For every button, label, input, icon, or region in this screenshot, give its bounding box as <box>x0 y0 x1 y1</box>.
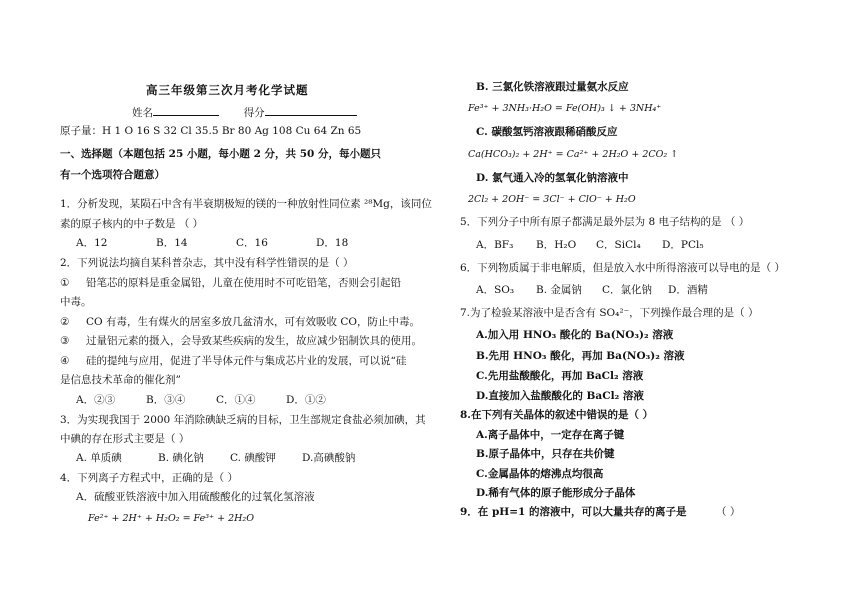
q3-line2: 中碘的存在形式主要是（ ） <box>60 433 190 445</box>
q8-stem: 8.在下列有关晶体的叙述中错误的是（ ） <box>460 409 654 421</box>
q6-option-c[interactable]: C．氯化钠 <box>602 284 653 296</box>
q2-option-c[interactable]: C．①④ <box>216 394 256 406</box>
q1-option-d[interactable]: D．18 <box>316 237 349 249</box>
q7-option-d[interactable]: D.直接加入盐酸酸化的 BaCl₂ 溶液 <box>476 390 644 402</box>
q8-option-b[interactable]: B.原子晶体中，只存在共价键 <box>476 448 615 460</box>
atomic-mass-line: 原子量：H 1 O 16 S 32 Cl 35.5 Br 80 Ag 108 Cu 64 Zn 65 <box>60 125 362 137</box>
q1-option-b[interactable]: B．14 <box>156 237 188 249</box>
q5-option-b[interactable]: B．H₂O <box>536 239 577 251</box>
score-label: 得分 <box>243 107 265 119</box>
q2-item-1-line2: 中毒。 <box>60 296 92 308</box>
q6-option-d[interactable]: D．酒精 <box>668 284 708 296</box>
right-column <box>430 0 860 607</box>
score-field[interactable] <box>265 104 357 116</box>
q4-option-a-equation: Fe²⁺ + 2H⁺ + H₂O₂ = Fe³⁺ + 2H₂O <box>88 513 254 524</box>
q8-option-a[interactable]: A.离子晶体中，一定存在离子键 <box>476 429 625 441</box>
q5-option-c[interactable]: C．SiCl₄ <box>596 239 641 251</box>
section-heading-line1: 一、选择题（本题包括 25 小题，每小题 2 分，共 50 分，每小题只 <box>60 148 381 160</box>
q1-line1: 1．分析发现，某陨石中含有半衰期极短的镁的一种放射性同位素 ²⁸Mg，该同位 <box>60 198 432 210</box>
q2-option-a[interactable]: A．②③ <box>76 394 116 406</box>
q3-line1: 3．为实现我国于 2000 年消除碘缺乏病的目标，卫生部规定食盐必须加碘，其 <box>60 414 426 426</box>
q2-item-1-line1: ① 铅笔芯的原料是重金属铅，儿童在使用时不可吃铅笔，否则会引起铅 <box>60 277 401 289</box>
q7-stem: 7.为了检验某溶液中是否含有 SO₄²⁻，下列操作最合理的是（ ） <box>460 307 759 319</box>
q3-option-c[interactable]: C. 碘酸钾 <box>230 452 276 464</box>
q7-option-b[interactable]: B.先用 HNO₃ 酸化，再加 Ba(NO₃)₂ 溶液 <box>476 350 685 362</box>
q5-option-d[interactable]: D．PCl₅ <box>662 239 704 251</box>
q2-stem: 2．下列说法均摘自某科普杂志，其中没有科学性错误的是（ ） <box>60 257 354 269</box>
name-field[interactable] <box>153 104 219 116</box>
q2-item-4-line2: 是信息技术革命的催化剂” <box>60 374 181 386</box>
q6-options <box>476 283 722 297</box>
q1-options <box>76 236 362 250</box>
q3-option-b[interactable]: B. 碘化钠 <box>158 452 204 464</box>
section-heading-line2: 有一个选项符合题意） <box>60 169 165 181</box>
q2-item-3: ③ 过量铝元素的摄入，会导致某些疾病的发生，故应减少铝制饮具的使用。 <box>60 335 422 347</box>
q8-option-c[interactable]: C.金属晶体的熔沸点均很高 <box>476 468 604 480</box>
q1-line2: 素的原子核内的中子数是 （ ） <box>60 218 204 230</box>
q6-stem: 6．下列物质属于非电解质，但是放入水中所得溶液可以导电的是（ ） <box>460 262 786 274</box>
q4-stem: 4．下列离子方程式中，正确的是（ ） <box>60 472 239 484</box>
name-score-row <box>132 104 357 120</box>
q9-stem: 9．在 pH=1 的溶液中，可以大量共存的离子是 <box>460 506 687 518</box>
q4-option-c[interactable]: C. 碳酸氢钙溶液跟稀硝酸反应 <box>476 126 618 138</box>
q6-option-a[interactable]: A．SO₃ <box>476 284 515 296</box>
q4-option-c-equation: Ca(HCO₃)₂ + 2H⁺ = Ca²⁺ + 2H₂O + 2CO₂ ↑ <box>468 149 679 160</box>
q7-option-c[interactable]: C.先用盐酸酸化，再加 BaCl₂ 溶液 <box>476 370 644 382</box>
q5-option-a[interactable]: A．BF₃ <box>476 239 514 251</box>
q5-options <box>476 238 718 252</box>
q4-option-d-equation: 2Cl₂ + 2OH⁻ = 3Cl⁻ + ClO⁻ + H₂O <box>468 194 636 205</box>
q7-option-a[interactable]: A.加入用 HNO₃ 酸化的 Ba(NO₃)₂ 溶液 <box>476 329 674 341</box>
q1-option-c[interactable]: C．16 <box>236 237 268 249</box>
q5-stem: 5．下列分子中所有原子都满足最外层为 8 电子结构的是 （ ） <box>460 216 750 228</box>
q3-option-a[interactable]: A. 单质碘 <box>76 452 122 464</box>
name-label: 姓名 <box>132 107 153 119</box>
q4-option-b[interactable]: B. 三氯化铁溶液跟过量氨水反应 <box>476 81 629 93</box>
q8-option-d[interactable]: D.稀有气体的原子能形成分子晶体 <box>476 487 636 499</box>
q2-option-d[interactable]: D．①② <box>286 394 326 406</box>
q2-option-b[interactable]: B．③④ <box>146 394 186 406</box>
q4-option-d[interactable]: D. 氯气通入冷的氢氧化钠溶液中 <box>476 172 629 184</box>
q9-answer-paren: （ ） <box>716 506 741 518</box>
exam-title: 高三年级第三次月考化学试题 <box>146 83 309 97</box>
q1-option-a[interactable]: A．12 <box>76 237 108 249</box>
q3-options <box>76 451 369 465</box>
q4-option-b-equation: Fe³⁺ + 3NH₃·H₂O = Fe(OH)₃ ↓ + 3NH₄⁺ <box>468 103 662 114</box>
q2-options <box>76 393 340 407</box>
q3-option-d[interactable]: D.高碘酸钠 <box>302 452 356 464</box>
q2-item-4-line1: ④ 硅的提纯与应用，促进了半导体元件与集成芯片业的发展，可以说“硅 <box>60 355 407 367</box>
q4-option-a[interactable]: A．硫酸亚铁溶液中加入用硫酸酸化的过氧化氢溶液 <box>76 491 315 503</box>
q2-item-2: ② CO 有毒，生有煤火的居室多放几盆清水，可有效吸收 CO，防止中毒。 <box>60 316 420 328</box>
q6-option-b[interactable]: B. 金属钠 <box>536 284 582 296</box>
